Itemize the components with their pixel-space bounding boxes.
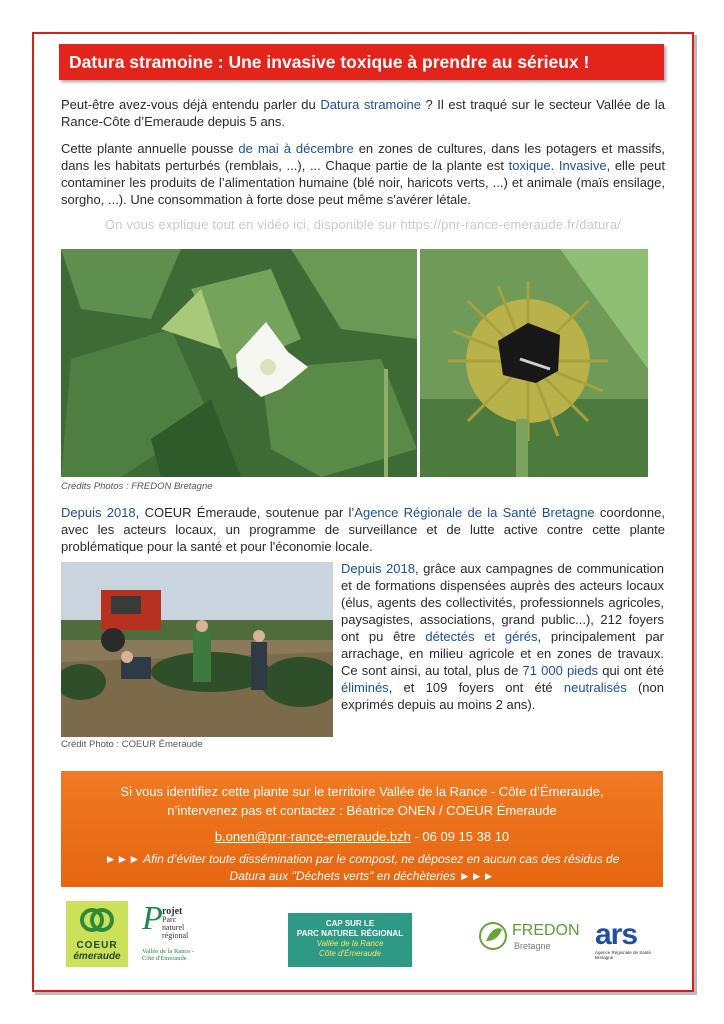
- photo-credit-fredon: Crédits Photos : FREDON Bretagne: [61, 481, 213, 492]
- cap-line-2: PARC NATUREL RÉGIONAL: [296, 929, 404, 938]
- results-paragraph: [341, 560, 664, 713]
- intro-text: Peut-être avez-vous déjà entendu parler du: [61, 97, 321, 112]
- compost-warning-2: Datura aux "Déchets verts" en déchèteries ►►►: [229, 869, 495, 883]
- highlight-year: Depuis 2018: [61, 505, 136, 520]
- contact-line-2: n’intervenez pas et contactez : Béatrice ONEN / COEUR Émeraude: [167, 803, 557, 818]
- desc-text: .: [550, 158, 559, 173]
- highlight-detected: détectés et gérés: [425, 629, 538, 644]
- datura-flower-photo: [61, 249, 417, 477]
- page-title: Datura stramoine : Une invasive toxique à prendre au sérieux !: [59, 44, 664, 80]
- video-link-line[interactable]: On vous explique tout en vidéo ici, disponible sur https://pnr-rance-emeraude.fr/datura/: [104, 217, 622, 232]
- contact-email-link[interactable]: b.onen@pnr-rance-emeraude.bzh: [214, 829, 411, 844]
- cap-line-4: Côte d'Émeraude: [318, 949, 381, 958]
- intro-text-end: ? Il est traqué sur le secteur Vallée de la Rance-Côte d’Emeraude depuis 5 ans.: [61, 97, 665, 129]
- highlight-datura: Datura stramoine: [320, 97, 421, 112]
- field-work-photo: [61, 562, 333, 737]
- description-paragraph: [61, 140, 665, 208]
- program-text: coordonne, avec les acteurs locaux, un programme de surveillance et de lutte active contre cette plante problématique pour la santé et pour l'économie locale.: [61, 505, 665, 554]
- contact-info: [61, 827, 663, 846]
- highlight-ars: Agence Régionale de la Santé Bretagne: [354, 505, 595, 520]
- highlight-season: de mai à décembre: [238, 141, 354, 156]
- projet-initial: P: [142, 900, 163, 937]
- cap-line-3: Vallée de la Rance: [316, 939, 384, 948]
- program-paragraph: [61, 504, 665, 555]
- compost-warning-1: ►►► Afin d’éviter toute dissémination par le compost, ne déposez en aucun cas des résidus de: [104, 852, 620, 866]
- desc-text: Cette plante annuelle pousse: [61, 141, 239, 156]
- projet-vallee: Vallée de la Rance -: [142, 948, 194, 955]
- highlight-neutralised: neutralisés: [563, 680, 627, 695]
- fredon-name: FREDON: [512, 922, 580, 939]
- contact-line-1: Si vous identifiez cette plante sur le territoire Vallée de la Rance - Côte d’Émeraude,: [120, 784, 604, 799]
- highlight-year: Depuis 2018: [341, 561, 415, 576]
- highlight-invasive: Invasive: [558, 158, 607, 173]
- projet-word: rojet: [162, 906, 183, 917]
- coeur-emeraude-logo: [66, 901, 128, 967]
- fredon-sub: Bretagne: [514, 941, 551, 951]
- projet-cote: Côte d'Émeraude: [142, 955, 187, 962]
- coeur-emblem-icon: [77, 905, 117, 935]
- emeraude-logo-text: émeraude: [73, 951, 121, 962]
- fredon-logo: [478, 917, 582, 957]
- datura-seedpod-photo: [420, 249, 648, 477]
- contact-box: [61, 771, 663, 887]
- parc-word: Parc: [162, 915, 177, 924]
- projet-parc-logo: [140, 902, 198, 966]
- desc-text: en zones de cultures, dans les potagers et massifs, dans les habitats perturbés (remblais, ...), ... Chaque partie de la plante est: [61, 141, 666, 173]
- desc-text: , elle peut contaminer les produits de l’alimentation humaine (blé noir, haricots verts, ...) et animale (maïs ensilage, sorgho, ...). Une consommation à forte dose peut même s'avérer létale.: [61, 158, 665, 207]
- intro-paragraph: [61, 96, 665, 130]
- results-text: , et 109 foyers ont été: [388, 680, 564, 695]
- photo-credit-coeur: Crédit Photo : COEUR Émeraude: [61, 739, 203, 750]
- highlight-toxic: toxique: [508, 158, 551, 173]
- results-text: qui ont été: [598, 663, 664, 678]
- program-text: , COEUR Émeraude, soutenue par l’: [135, 505, 355, 520]
- ars-name: ars: [595, 918, 638, 951]
- results-text: (non exprimés depuis au moins 2 ans).: [341, 680, 664, 712]
- cap-line-1: CAP SUR LE: [325, 919, 375, 928]
- naturel-word: naturel: [162, 923, 185, 932]
- ars-logo: [595, 920, 665, 966]
- coeur-logo-text: COEUR: [76, 940, 118, 951]
- results-text: , principalement par arrachage, en milieu agricole et en zones de travaux. Ce sont ainsi, au total, plus de: [341, 629, 664, 678]
- leaf-icon: [478, 921, 508, 951]
- regional-word: régional: [162, 931, 189, 940]
- highlight-count: 71 000 pieds: [522, 663, 599, 678]
- results-text: , grâce aux campagnes de communication et de formations dispensées auprès des acteurs locaux (élus, agents des collectivités, professionnels agricoles, paysagistes, associations, grand public...), 212 foyers ont pu être: [341, 561, 665, 644]
- highlight-eliminated: éliminés: [341, 680, 389, 695]
- contact-phone: - 06 09 15 38 10: [410, 829, 510, 844]
- ars-sub2: Bretagne: [595, 955, 614, 960]
- ars-sub: Agence Régionale de Santé: [595, 950, 652, 955]
- cap-parc-logo: [288, 913, 412, 967]
